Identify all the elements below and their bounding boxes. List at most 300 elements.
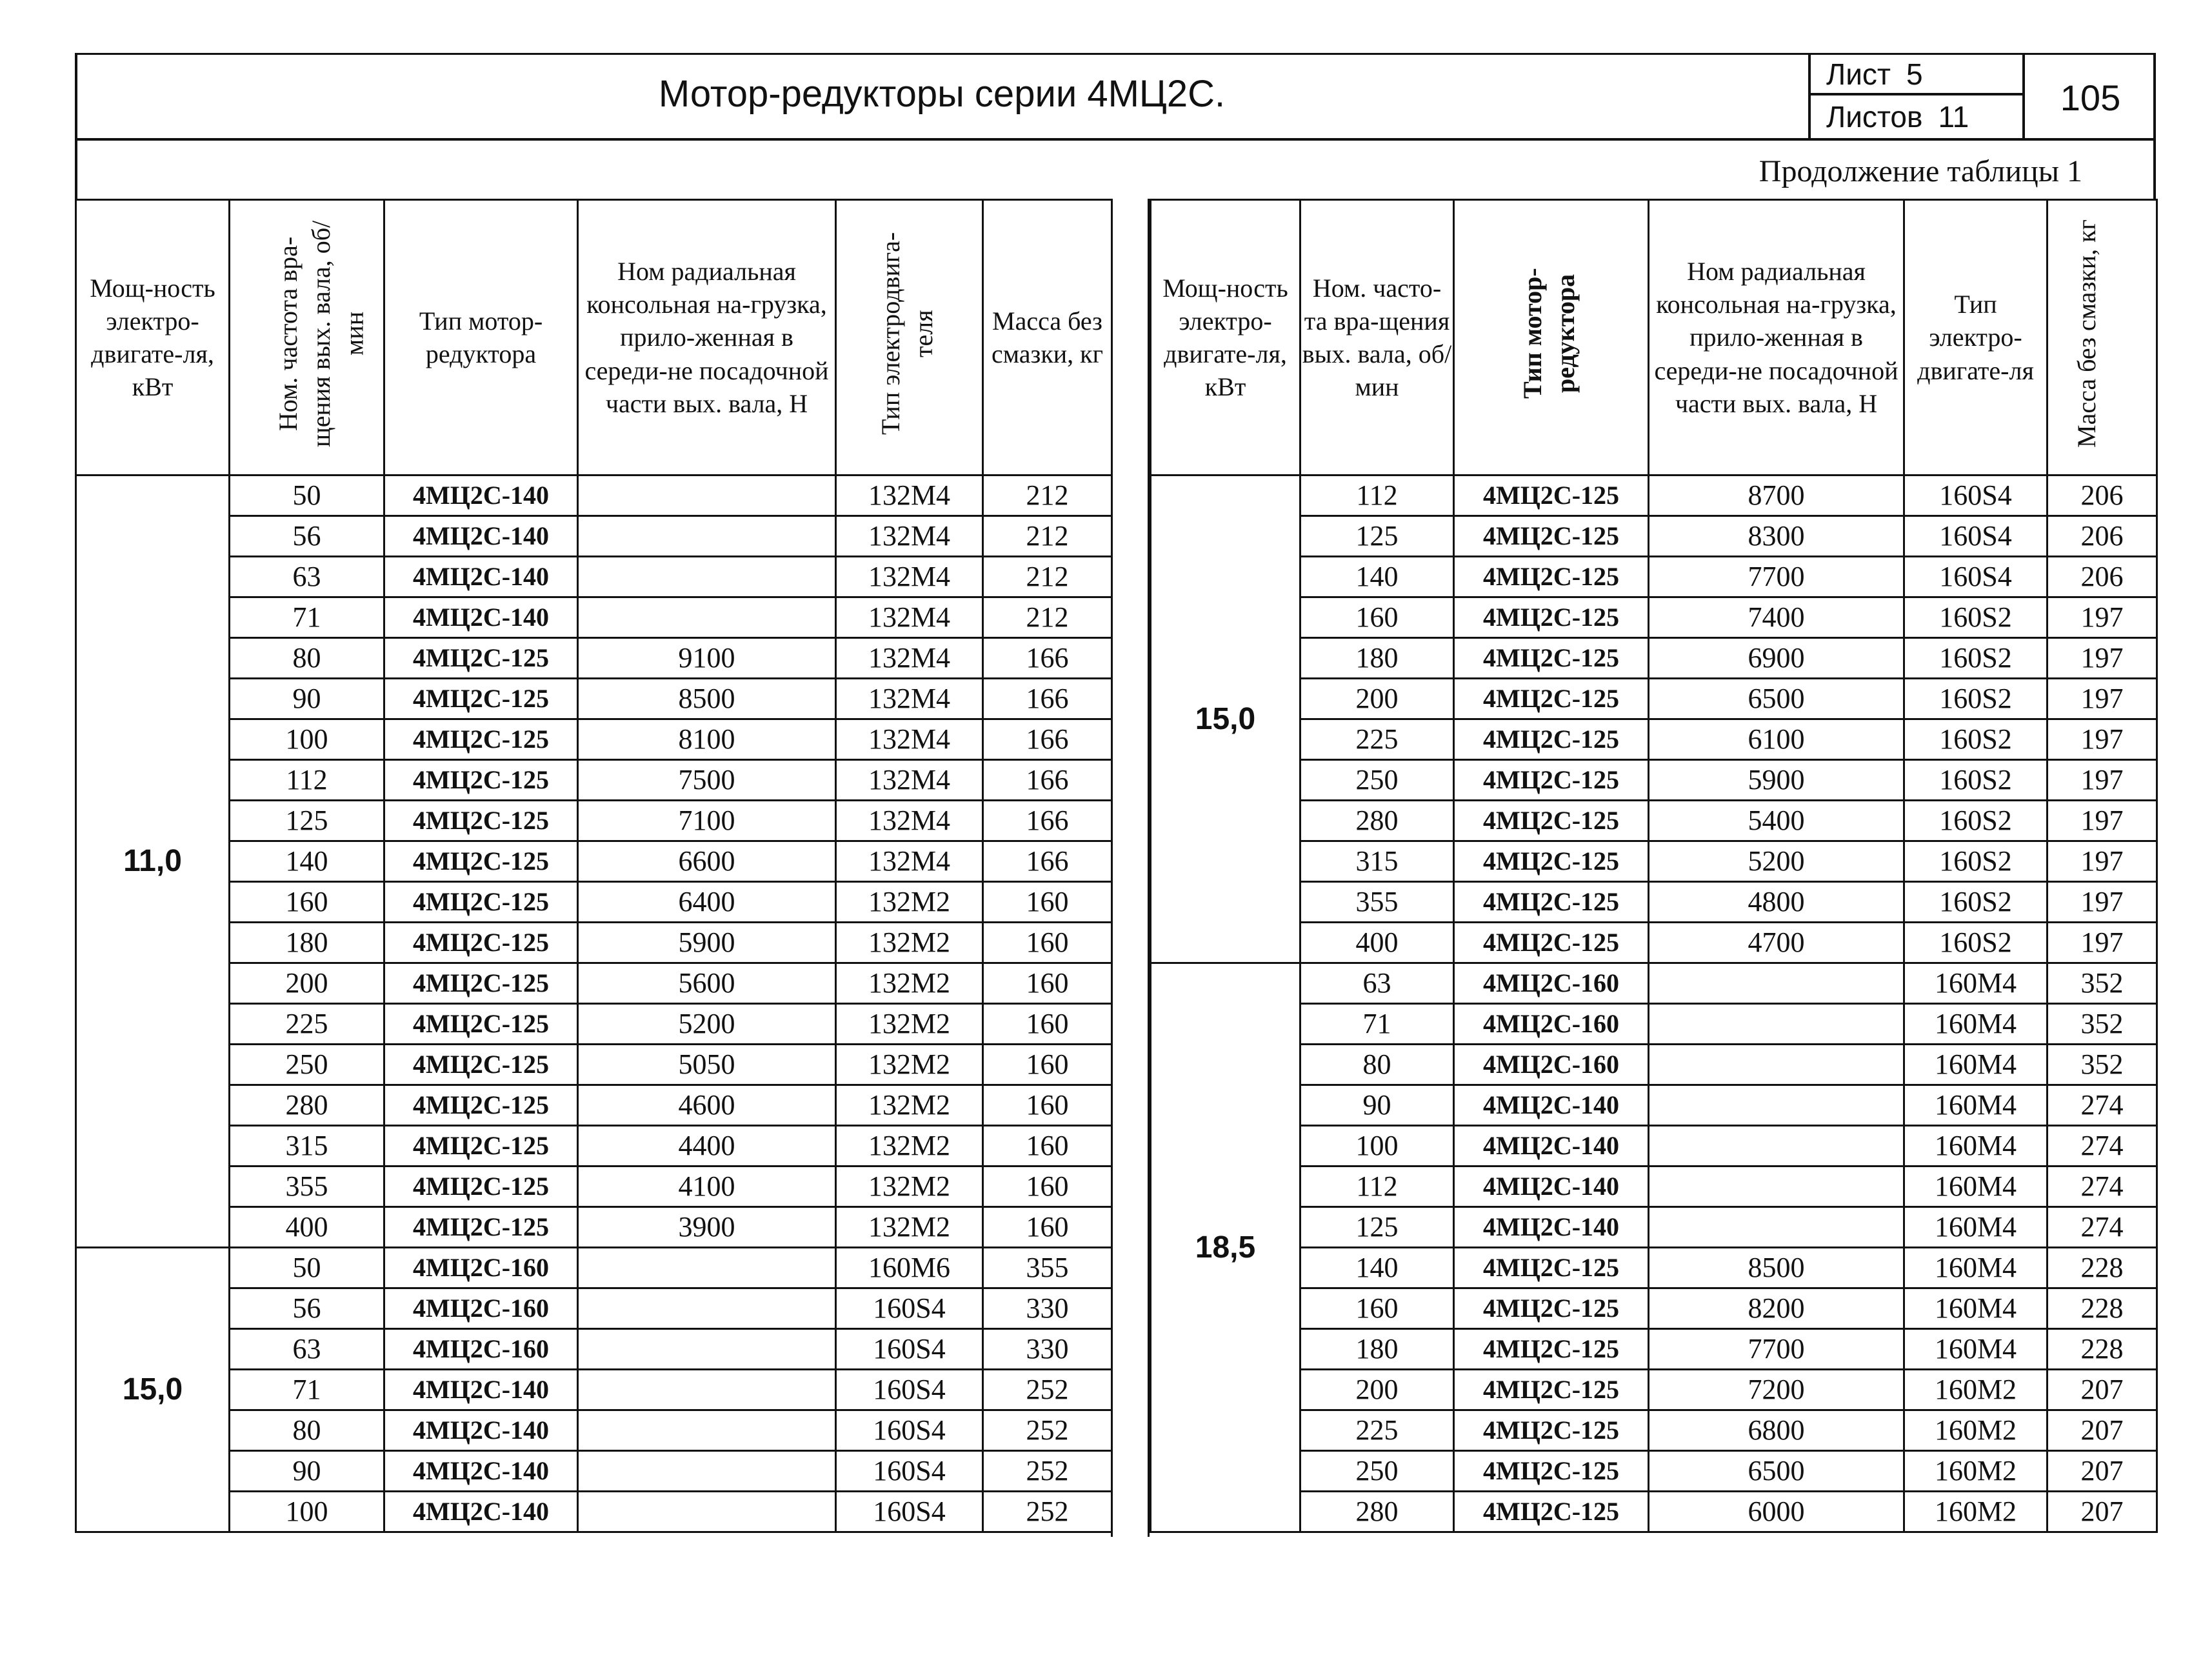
header-power: Мощ-ность электро-двигате-ля, кВт — [76, 200, 230, 476]
table-row — [1151, 882, 2157, 923]
reducer-type-cell: 4МЦ2С-125 — [384, 679, 578, 719]
mass-cell: 160 — [983, 1126, 1112, 1166]
speed-cell: 71 — [230, 597, 384, 638]
motor-type-cell: 160S2 — [1904, 679, 2048, 719]
mass-cell: 197 — [2048, 882, 2157, 923]
mass-cell: 274 — [2048, 1166, 2157, 1207]
table-row — [76, 1410, 1112, 1451]
load-cell: 6800 — [1649, 1410, 1904, 1451]
reducer-type-cell: 4МЦ2С-125 — [384, 882, 578, 923]
mass-cell: 228 — [2048, 1329, 2157, 1370]
reducer-type-cell: 4МЦ2С-125 — [1454, 1370, 1649, 1410]
motor-type-cell: 160S2 — [1904, 801, 2048, 841]
motor-type-cell: 132М4 — [836, 679, 983, 719]
table-row — [76, 760, 1112, 801]
mass-cell: 274 — [2048, 1207, 2157, 1248]
table-row — [76, 476, 1112, 516]
motor-type-cell: 132М4 — [836, 476, 983, 516]
load-cell: 3900 — [578, 1207, 836, 1248]
mass-cell: 212 — [983, 516, 1112, 557]
header-speed-text: Ном. частота вра-щения вых. вала, об/мин — [273, 220, 368, 447]
table-row — [1151, 923, 2157, 963]
mass-cell: 197 — [2048, 923, 2157, 963]
speed-cell: 80 — [230, 1410, 384, 1451]
motor-type-cell: 160S4 — [836, 1329, 983, 1370]
header-speed: Ном. часто-та вра-щения вых. вала, об/мин — [1300, 200, 1454, 476]
mass-cell: 160 — [983, 1166, 1112, 1207]
load-cell: 7700 — [1649, 557, 1904, 597]
reducer-type-cell: 4МЦ2С-125 — [384, 1207, 578, 1248]
reducer-type-cell: 4МЦ2С-125 — [384, 841, 578, 882]
speed-cell: 140 — [1300, 557, 1454, 597]
table-row — [1151, 719, 2157, 760]
motor-type-cell: 132М4 — [836, 801, 983, 841]
reducer-type-cell: 4МЦ2С-125 — [384, 963, 578, 1004]
table-row — [1151, 963, 2157, 1004]
load-cell — [1649, 1207, 1904, 1248]
load-cell — [578, 557, 836, 597]
load-cell: 6600 — [578, 841, 836, 882]
load-cell: 5400 — [1649, 801, 1904, 841]
mass-cell: 252 — [983, 1410, 1112, 1451]
load-cell: 5900 — [578, 923, 836, 963]
speed-cell: 63 — [230, 1329, 384, 1370]
table-row — [1151, 1288, 2157, 1329]
reducer-type-cell: 4МЦ2С-125 — [384, 1126, 578, 1166]
mass-cell: 197 — [2048, 760, 2157, 801]
mass-cell: 166 — [983, 719, 1112, 760]
load-cell — [1649, 1166, 1904, 1207]
reducer-type-cell: 4МЦ2С-125 — [1454, 476, 1649, 516]
speed-cell: 250 — [1300, 760, 1454, 801]
mass-cell: 166 — [983, 801, 1112, 841]
reducer-type-cell: 4МЦ2С-140 — [384, 557, 578, 597]
speed-cell: 140 — [230, 841, 384, 882]
load-cell — [578, 476, 836, 516]
load-cell — [1649, 963, 1904, 1004]
speed-cell: 50 — [230, 1248, 384, 1288]
table-row — [76, 679, 1112, 719]
reducer-type-cell: 4МЦ2С-125 — [384, 719, 578, 760]
table-row — [76, 923, 1112, 963]
table-row — [76, 1329, 1112, 1370]
motor-type-cell: 132М2 — [836, 963, 983, 1004]
sheet-info-box — [1808, 53, 2025, 138]
right-table-body — [1151, 476, 2157, 1532]
table-row — [76, 963, 1112, 1004]
motor-type-cell: 132М2 — [836, 923, 983, 963]
page-number: 105 — [2060, 77, 2121, 118]
load-cell: 4700 — [1649, 923, 1904, 963]
motor-type-cell: 160М6 — [836, 1248, 983, 1288]
motor-type-cell: 160М4 — [1904, 1126, 2048, 1166]
header-load: Ном радиальная консольная на-грузка, прило-женная в середи-не посадочной части вых. вала, Н — [578, 200, 836, 476]
motor-type-cell: 160М4 — [1904, 1329, 2048, 1370]
mass-cell: 274 — [2048, 1126, 2157, 1166]
speed-cell: 400 — [230, 1207, 384, 1248]
reducer-type-cell: 4МЦ2С-140 — [384, 1410, 578, 1451]
motor-type-cell: 160М4 — [1904, 1288, 2048, 1329]
speed-cell: 80 — [230, 638, 384, 679]
load-cell — [578, 516, 836, 557]
title-block — [75, 53, 2156, 141]
mass-cell: 160 — [983, 1207, 1112, 1248]
motor-type-cell: 132М2 — [836, 1207, 983, 1248]
load-cell: 8500 — [578, 679, 836, 719]
mass-cell: 197 — [2048, 679, 2157, 719]
table-row — [1151, 1166, 2157, 1207]
reducer-type-cell: 4МЦ2С-125 — [384, 760, 578, 801]
sheet-row — [1811, 53, 2022, 95]
mass-cell: 207 — [2048, 1370, 2157, 1410]
mass-cell: 252 — [983, 1451, 1112, 1492]
load-cell: 4800 — [1649, 882, 1904, 923]
header-type — [1454, 200, 1649, 476]
table-row — [76, 1085, 1112, 1126]
motor-type-cell: 160S4 — [1904, 557, 2048, 597]
motor-type-cell: 132М2 — [836, 1004, 983, 1045]
sheet-value: 5 — [1906, 57, 1923, 91]
motor-type-cell: 132М4 — [836, 760, 983, 801]
table-row — [1151, 679, 2157, 719]
table-row — [1151, 801, 2157, 841]
load-cell: 4600 — [578, 1085, 836, 1126]
load-cell — [578, 1370, 836, 1410]
reducer-type-cell: 4МЦ2С-160 — [1454, 963, 1649, 1004]
header-type-text: Тип мотор-редуктора — [1517, 268, 1580, 399]
header-type: Тип мотор-редуктора — [384, 200, 578, 476]
load-cell: 4400 — [578, 1126, 836, 1166]
reducer-type-cell: 4МЦ2С-160 — [1454, 1004, 1649, 1045]
speed-cell: 140 — [1300, 1248, 1454, 1288]
mass-cell: 228 — [2048, 1288, 2157, 1329]
mass-cell: 212 — [983, 476, 1112, 516]
motor-type-cell: 160S2 — [1904, 841, 2048, 882]
speed-cell: 200 — [1300, 1370, 1454, 1410]
table-row — [76, 719, 1112, 760]
speed-cell: 71 — [1300, 1004, 1454, 1045]
motor-type-cell: 160S2 — [1904, 760, 2048, 801]
speed-cell: 280 — [230, 1085, 384, 1126]
motor-type-cell: 160М4 — [1904, 1166, 2048, 1207]
speed-cell: 160 — [230, 882, 384, 923]
mass-cell: 206 — [2048, 476, 2157, 516]
speed-cell: 355 — [1300, 882, 1454, 923]
motor-type-cell: 132М2 — [836, 882, 983, 923]
header-mass-text: Масса без смазки, кг — [2071, 219, 2101, 448]
reducer-type-cell: 4МЦ2С-125 — [1454, 882, 1649, 923]
mass-cell: 197 — [2048, 719, 2157, 760]
mass-cell: 197 — [2048, 801, 2157, 841]
header-power: Мощ-ность электро-двигате-ля, кВт — [1151, 200, 1300, 476]
speed-cell: 200 — [230, 963, 384, 1004]
reducer-type-cell: 4МЦ2С-125 — [1454, 1410, 1649, 1451]
continuation-row — [75, 141, 2156, 199]
motor-type-cell: 160S2 — [1904, 638, 2048, 679]
speed-cell: 180 — [230, 923, 384, 963]
mass-cell: 252 — [983, 1370, 1112, 1410]
mass-cell: 160 — [983, 923, 1112, 963]
load-cell: 6100 — [1649, 719, 1904, 760]
mass-cell: 197 — [2048, 597, 2157, 638]
table-row — [76, 1451, 1112, 1492]
speed-cell: 200 — [1300, 679, 1454, 719]
table-row — [1151, 841, 2157, 882]
reducer-type-cell: 4МЦ2С-125 — [384, 923, 578, 963]
motor-type-cell: 160М4 — [1904, 963, 2048, 1004]
motor-type-cell: 160S4 — [836, 1492, 983, 1532]
mass-cell: 330 — [983, 1288, 1112, 1329]
table-row — [1151, 1004, 2157, 1045]
header-motor-type-text: Тип электродвига-теля — [875, 232, 938, 436]
speed-cell: 280 — [1300, 801, 1454, 841]
speed-cell: 63 — [230, 557, 384, 597]
motor-type-cell: 160S2 — [1904, 719, 2048, 760]
left-table-body — [76, 476, 1112, 1532]
reducer-type-cell: 4МЦ2С-140 — [384, 1451, 578, 1492]
mass-cell: 352 — [2048, 963, 2157, 1004]
load-cell — [578, 597, 836, 638]
speed-cell: 100 — [1300, 1126, 1454, 1166]
motor-type-cell: 132М4 — [836, 557, 983, 597]
load-cell: 6500 — [1649, 679, 1904, 719]
speed-cell: 160 — [1300, 597, 1454, 638]
table-row — [1151, 1045, 2157, 1085]
load-cell: 4100 — [578, 1166, 836, 1207]
speed-cell: 112 — [1300, 1166, 1454, 1207]
motor-type-cell: 132М2 — [836, 1085, 983, 1126]
reducer-type-cell: 4МЦ2С-125 — [1454, 1492, 1649, 1532]
right-header-row — [1151, 200, 2157, 476]
load-cell: 5050 — [578, 1045, 836, 1085]
table-row — [1151, 1451, 2157, 1492]
power-cell: 11,0 — [76, 476, 230, 1248]
load-cell: 8500 — [1649, 1248, 1904, 1288]
load-cell: 5900 — [1649, 760, 1904, 801]
reducer-type-cell: 4МЦ2С-160 — [1454, 1045, 1649, 1085]
table-row — [76, 1288, 1112, 1329]
sheets-value: 11 — [1938, 100, 1969, 134]
table-row — [1151, 1085, 2157, 1126]
load-cell — [1649, 1126, 1904, 1166]
load-cell — [578, 1410, 836, 1451]
reducer-type-cell: 4МЦ2С-125 — [1454, 801, 1649, 841]
mass-cell: 160 — [983, 882, 1112, 923]
reducer-type-cell: 4МЦ2С-125 — [1454, 841, 1649, 882]
load-cell: 7700 — [1649, 1329, 1904, 1370]
speed-cell: 225 — [230, 1004, 384, 1045]
motor-type-cell: 160М4 — [1904, 1248, 2048, 1288]
motor-type-cell: 160S4 — [836, 1410, 983, 1451]
motor-type-cell: 160S4 — [836, 1451, 983, 1492]
reducer-type-cell: 4МЦ2С-125 — [1454, 597, 1649, 638]
table-row — [1151, 1410, 2157, 1451]
load-cell: 8100 — [578, 719, 836, 760]
table-row — [76, 597, 1112, 638]
mass-cell: 212 — [983, 597, 1112, 638]
reducer-type-cell: 4МЦ2С-140 — [1454, 1166, 1649, 1207]
speed-cell: 400 — [1300, 923, 1454, 963]
motor-type-cell: 160S4 — [1904, 516, 2048, 557]
load-cell: 7100 — [578, 801, 836, 841]
motor-type-cell: 160М4 — [1904, 1085, 2048, 1126]
reducer-type-cell: 4МЦ2С-140 — [384, 476, 578, 516]
speed-cell: 125 — [1300, 1207, 1454, 1248]
table-row — [76, 1207, 1112, 1248]
reducer-type-cell: 4МЦ2С-125 — [1454, 516, 1649, 557]
right-table — [1150, 199, 2158, 1533]
table-row — [76, 516, 1112, 557]
mass-cell: 352 — [2048, 1045, 2157, 1085]
header-mass — [2048, 200, 2157, 476]
speed-cell: 80 — [1300, 1045, 1454, 1085]
table-row — [76, 1492, 1112, 1532]
reducer-type-cell: 4МЦ2С-125 — [384, 1085, 578, 1126]
speed-cell: 90 — [1300, 1085, 1454, 1126]
reducer-type-cell: 4МЦ2С-125 — [384, 1166, 578, 1207]
header-motor-type — [836, 200, 983, 476]
power-cell: 15,0 — [76, 1248, 230, 1532]
load-cell: 8700 — [1649, 476, 1904, 516]
speed-cell: 90 — [230, 1451, 384, 1492]
speed-cell: 180 — [1300, 1329, 1454, 1370]
reducer-type-cell: 4МЦ2С-125 — [1454, 638, 1649, 679]
motor-type-cell: 160S4 — [836, 1370, 983, 1410]
speed-cell: 160 — [1300, 1288, 1454, 1329]
power-cell: 15,0 — [1151, 476, 1300, 963]
document-title: Мотор-редукторы серии 4МЦ2С. — [658, 73, 1226, 115]
reducer-type-cell: 4МЦ2С-125 — [1454, 557, 1649, 597]
power-cell: 18,5 — [1151, 963, 1300, 1532]
mass-cell: 207 — [2048, 1451, 2157, 1492]
speed-cell: 125 — [1300, 516, 1454, 557]
mass-cell: 166 — [983, 679, 1112, 719]
load-cell: 6900 — [1649, 638, 1904, 679]
table-divider — [1111, 199, 1150, 1537]
mass-cell: 207 — [2048, 1492, 2157, 1532]
mass-cell: 228 — [2048, 1248, 2157, 1288]
header-motor-type: Тип электро-двигате-ля — [1904, 200, 2048, 476]
mass-cell: 160 — [983, 1085, 1112, 1126]
table-row — [1151, 557, 2157, 597]
reducer-type-cell: 4МЦ2С-125 — [384, 801, 578, 841]
table-row — [76, 557, 1112, 597]
load-cell — [1649, 1004, 1904, 1045]
reducer-type-cell: 4МЦ2С-140 — [1454, 1085, 1649, 1126]
table-row — [1151, 1492, 2157, 1532]
reducer-type-cell: 4МЦ2С-125 — [1454, 679, 1649, 719]
table-row — [76, 1166, 1112, 1207]
table-row — [1151, 1126, 2157, 1166]
table-row — [1151, 760, 2157, 801]
reducer-type-cell: 4МЦ2С-160 — [384, 1329, 578, 1370]
speed-cell: 112 — [230, 760, 384, 801]
speed-cell: 125 — [230, 801, 384, 841]
motor-type-cell: 160М4 — [1904, 1045, 2048, 1085]
load-cell: 7400 — [1649, 597, 1904, 638]
mass-cell: 212 — [983, 557, 1112, 597]
sheets-label: Листов — [1826, 100, 1923, 134]
table-row — [76, 841, 1112, 882]
table-row — [76, 801, 1112, 841]
mass-cell: 207 — [2048, 1410, 2157, 1451]
motor-type-cell: 160S2 — [1904, 923, 2048, 963]
load-cell: 9100 — [578, 638, 836, 679]
motor-type-cell: 132М2 — [836, 1045, 983, 1085]
reducer-type-cell: 4МЦ2С-140 — [1454, 1207, 1649, 1248]
load-cell: 8200 — [1649, 1288, 1904, 1329]
motor-type-cell: 132М4 — [836, 638, 983, 679]
sheet-label: Лист — [1826, 57, 1891, 91]
mass-cell: 197 — [2048, 841, 2157, 882]
reducer-type-cell: 4МЦ2С-125 — [1454, 1248, 1649, 1288]
motor-type-cell: 160М2 — [1904, 1410, 2048, 1451]
reducer-type-cell: 4МЦ2С-140 — [384, 597, 578, 638]
mass-cell: 160 — [983, 1004, 1112, 1045]
speed-cell: 225 — [1300, 1410, 1454, 1451]
speed-cell: 56 — [230, 516, 384, 557]
table-row — [76, 638, 1112, 679]
load-cell: 6000 — [1649, 1492, 1904, 1532]
table-row — [76, 1045, 1112, 1085]
reducer-type-cell: 4МЦ2С-125 — [1454, 1451, 1649, 1492]
load-cell: 6500 — [1649, 1451, 1904, 1492]
table-row — [76, 882, 1112, 923]
table-row — [76, 1370, 1112, 1410]
load-cell — [1649, 1045, 1904, 1085]
reducer-type-cell: 4МЦ2С-160 — [384, 1288, 578, 1329]
reducer-type-cell: 4МЦ2С-125 — [1454, 719, 1649, 760]
load-cell: 5200 — [578, 1004, 836, 1045]
table-row — [1151, 1248, 2157, 1288]
load-cell — [578, 1329, 836, 1370]
mass-cell: 197 — [2048, 638, 2157, 679]
motor-type-cell: 132М4 — [836, 719, 983, 760]
motor-type-cell: 160S2 — [1904, 597, 2048, 638]
motor-type-cell: 160М2 — [1904, 1451, 2048, 1492]
table-row — [76, 1004, 1112, 1045]
left-header-row — [76, 200, 1112, 476]
reducer-type-cell: 4МЦ2С-140 — [384, 1492, 578, 1532]
table-row — [76, 1126, 1112, 1166]
motor-type-cell: 160М4 — [1904, 1207, 2048, 1248]
reducer-type-cell: 4МЦ2С-125 — [1454, 1329, 1649, 1370]
speed-cell: 250 — [230, 1045, 384, 1085]
speed-cell: 315 — [230, 1126, 384, 1166]
document-sheet — [75, 53, 2156, 1537]
mass-cell: 160 — [983, 963, 1112, 1004]
mass-cell: 330 — [983, 1329, 1112, 1370]
load-cell: 7500 — [578, 760, 836, 801]
load-cell — [578, 1248, 836, 1288]
mass-cell: 166 — [983, 638, 1112, 679]
speed-cell: 250 — [1300, 1451, 1454, 1492]
sheets-row — [1811, 95, 2022, 138]
speed-cell: 225 — [1300, 719, 1454, 760]
speed-cell: 180 — [1300, 638, 1454, 679]
speed-cell: 315 — [1300, 841, 1454, 882]
mass-cell: 166 — [983, 841, 1112, 882]
motor-type-cell: 160М2 — [1904, 1492, 2048, 1532]
speed-cell: 56 — [230, 1288, 384, 1329]
mass-cell: 355 — [983, 1248, 1112, 1288]
speed-cell: 100 — [230, 1492, 384, 1532]
reducer-type-cell: 4МЦ2С-125 — [384, 1045, 578, 1085]
reducer-type-cell: 4МЦ2С-125 — [384, 638, 578, 679]
table-row — [1151, 597, 2157, 638]
reducer-type-cell: 4МЦ2С-160 — [384, 1248, 578, 1288]
motor-type-cell: 132М2 — [836, 1126, 983, 1166]
